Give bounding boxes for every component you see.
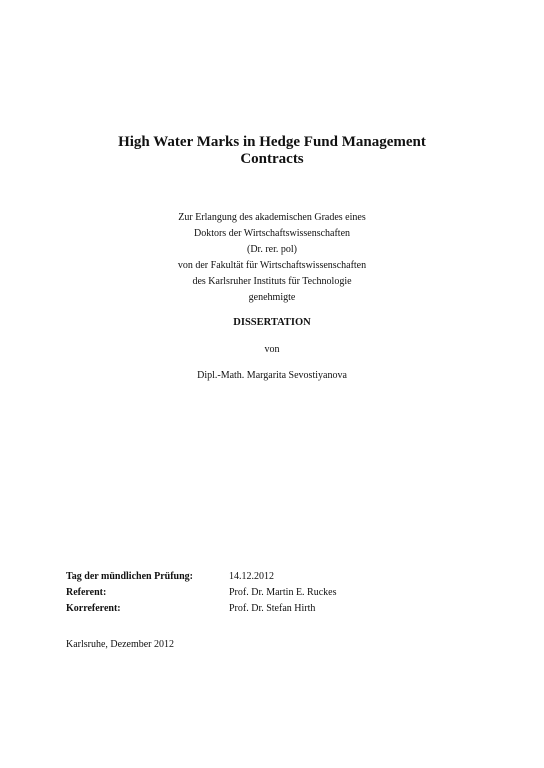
degree-statement [60, 210, 484, 306]
degree-statement-line: des Karlsruher Instituts für Technologie [192, 276, 352, 287]
exam-date-label: Tag der mündlichen Prüfung: [66, 571, 193, 582]
thesis-title-line-2: Contracts [240, 151, 304, 167]
place-date: Karlsruhe, Dezember 2012 [66, 639, 175, 650]
author-name: Dipl.-Math. Margarita Sevostiyanova [197, 370, 347, 381]
exam-date-row [66, 569, 337, 585]
korreferent-row [66, 601, 337, 617]
referent-label: Referent: [66, 587, 107, 598]
referent-value: Prof. Dr. Martin E. Ruckes [229, 587, 337, 598]
exam-date-value: 14.12.2012 [229, 571, 274, 582]
degree-statement-line: von der Fakultät für Wirtschaftswissenschaften [177, 260, 367, 271]
dissertation-label: DISSERTATION [233, 317, 311, 328]
thesis-title [40, 134, 504, 168]
von-label: von [264, 344, 280, 355]
korreferent-label: Korreferent: [66, 603, 121, 614]
thesis-title-line-1: High Water Marks in Hedge Fund Management [118, 134, 426, 150]
degree-statement-line: genehmigte [248, 292, 296, 303]
referent-row [66, 585, 337, 601]
degree-statement-line: (Dr. rer. pol) [247, 244, 297, 255]
degree-statement-line: Zur Erlangung des akademischen Grades eines [178, 212, 366, 223]
degree-statement-line: Doktors der Wirtschaftswissenschaften [193, 228, 351, 239]
exam-details [66, 569, 337, 617]
korreferent-value: Prof. Dr. Stefan Hirth [229, 603, 316, 614]
